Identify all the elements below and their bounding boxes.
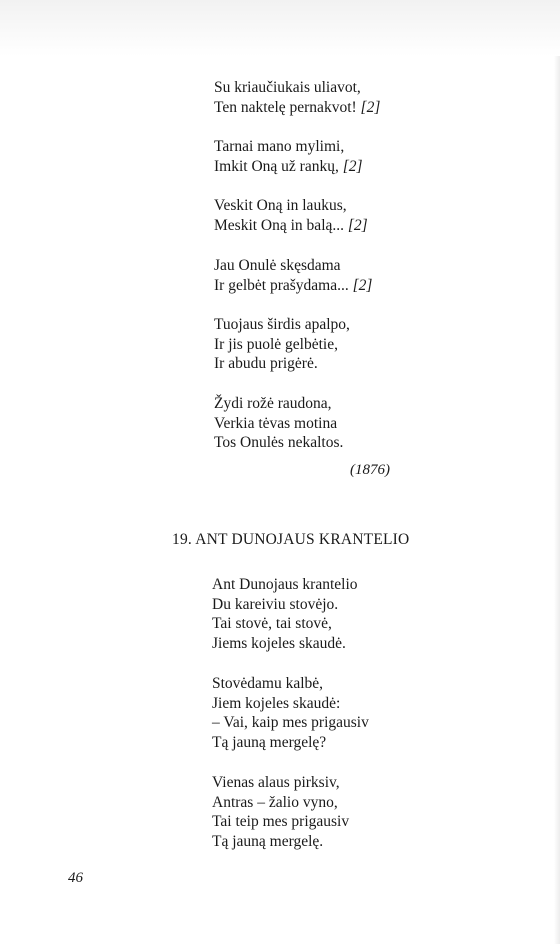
stanza xyxy=(214,78,380,117)
verse-line: Stovėdamu kalbė, xyxy=(212,675,324,692)
song-title: 19. ANT DUNOJAUS KRANTELIO xyxy=(172,531,410,548)
verse-line: Ir jis puolė gelbėtie, xyxy=(214,335,338,353)
verse-line: Imkit Oną už rankų, [2] xyxy=(214,157,363,175)
verse-line: Veskit Oną in laukus, xyxy=(214,197,347,214)
stanza xyxy=(214,315,350,374)
verse-line: Tai stovė, tai stovė, xyxy=(212,615,332,633)
song-date: (1876) xyxy=(350,462,390,478)
verse-line: Du kareiviu stovėjo. xyxy=(212,595,339,613)
scan-right-edge xyxy=(554,56,560,944)
stanza xyxy=(214,256,372,295)
verse-line: Jau Onulė skęsdama xyxy=(214,257,341,274)
stanza xyxy=(212,674,369,752)
verse-line: Tai teip mes prigausiv xyxy=(212,813,350,831)
verse-line: Tuojaus širdis apalpo, xyxy=(214,316,350,333)
repeat-mark: [2] xyxy=(347,216,368,234)
page-number: 46 xyxy=(68,870,83,886)
verse-line: – Vai, kaip mes prigausiv xyxy=(212,714,369,732)
verse-line: Ir abudu prigėrė. xyxy=(214,355,318,373)
verse-line: Ir gelbėt prašydama... [2] xyxy=(214,276,373,294)
verse-line: Ten naktelę pernakvot! [2] xyxy=(214,98,381,116)
verse-line: Jiems kojeles skaudė. xyxy=(212,634,346,652)
verse-line: Antras – žalio vyno, xyxy=(212,793,338,811)
verse-line: Jiem kojeles skaudė: xyxy=(212,694,341,712)
verse-line: Tą jauną mergelę. xyxy=(212,832,324,850)
scan-top-edge xyxy=(0,0,560,56)
repeat-mark: [2] xyxy=(342,157,363,175)
stanza xyxy=(214,394,343,453)
repeat-mark: [2] xyxy=(360,98,381,116)
stanza xyxy=(214,196,368,235)
stanza xyxy=(212,575,358,653)
verse-line: Tarnai mano mylimi, xyxy=(214,138,345,155)
verse-line: Meskit Oną in balą... [2] xyxy=(214,216,368,234)
verse-line: Ant Dunojaus krantelio xyxy=(212,576,358,593)
stanza xyxy=(212,773,349,851)
verse-line: Verkia tėvas motina xyxy=(214,414,338,432)
verse-line: Tą jauną mergelę? xyxy=(212,733,327,751)
verse-line: Vienas alaus pirksiv, xyxy=(212,774,340,791)
repeat-mark: [2] xyxy=(352,276,373,294)
verse-line: Žydi rožė raudona, xyxy=(214,395,332,412)
verse-line: Tos Onulės nekaltos. xyxy=(214,434,344,452)
verse-line: Su kriaučiukais uliavot, xyxy=(214,79,361,96)
stanza xyxy=(214,137,363,176)
